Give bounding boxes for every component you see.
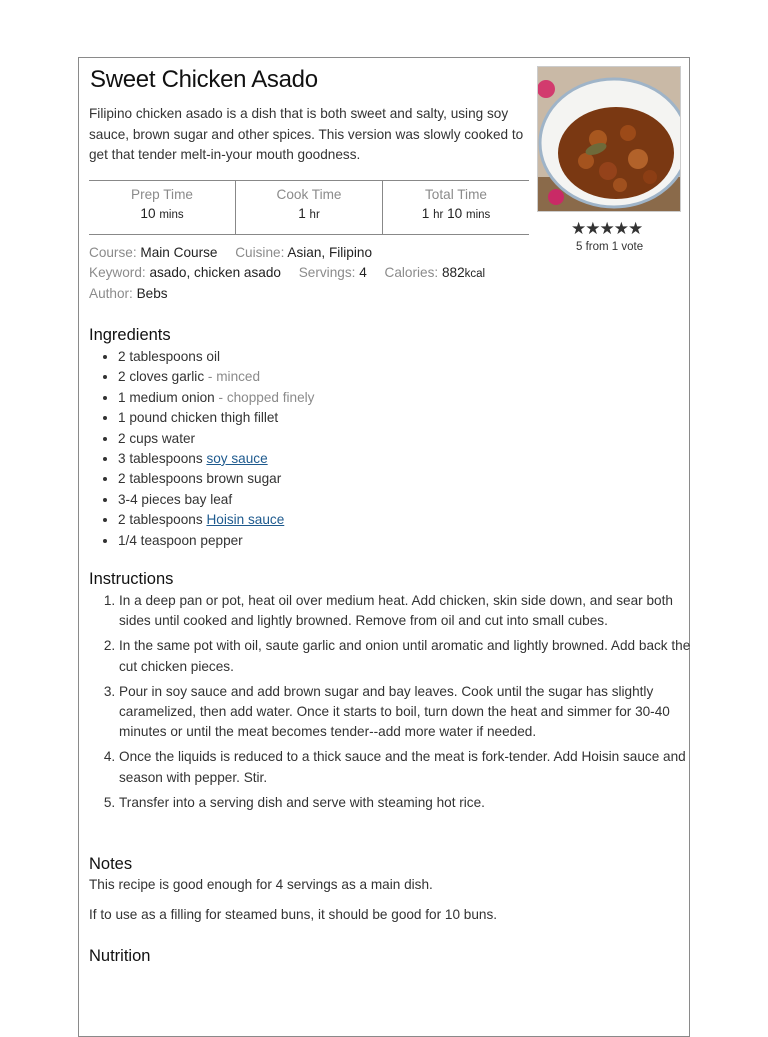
author-value: Bebs <box>136 286 168 301</box>
recipe-title: Sweet Chicken Asado <box>90 66 318 93</box>
recipe-summary: Filipino chicken asado is a dish that is both sweet and salty, using soy sauce, brown sugar and other spices. This version was slowly cooked to get that tender melt-in-your mouth goodness. <box>89 106 524 162</box>
instruction-step: 2. In the same pot with oil, saute garlic and onion until aromatic and lightly browned. Add back the cut chicken pieces. <box>119 636 697 677</box>
ingredient-item: • 2 cloves garlic - minced <box>118 367 314 387</box>
prep-time-value: 10 mins <box>140 206 184 221</box>
course-label: Course: <box>89 245 137 260</box>
notes-heading: Notes <box>89 855 133 873</box>
author-label: Author: <box>89 286 133 301</box>
ingredient-item: • 3 tablespoons soy sauce <box>118 449 314 469</box>
nutrition-heading: Nutrition <box>89 947 151 965</box>
cuisine-label: Cuisine: <box>235 245 285 260</box>
calories-value: 882 <box>441 265 465 280</box>
meta-line-3 <box>89 284 549 304</box>
ingredient-item: • 2 tablespoons brown sugar <box>118 469 314 489</box>
ingredient-item: • 2 cups water <box>118 429 314 449</box>
ingredients-list <box>101 347 314 551</box>
note-paragraph: This recipe is good enough for 4 servings as a main dish. <box>89 877 433 892</box>
soy-sauce-link[interactable]: soy sauce <box>206 450 268 466</box>
note-paragraph: If to use as a filling for steamed buns, it should be good for 10 buns. <box>89 907 498 922</box>
cook-time-label: Cook Time <box>276 187 342 202</box>
cook-time-value: 1 hr <box>298 206 320 221</box>
cook-time <box>235 181 382 234</box>
recipe-photo <box>537 66 681 212</box>
ingredient-item: • 1 pound chicken thigh fillet <box>118 408 314 428</box>
total-time <box>382 181 529 234</box>
rating-stars[interactable]: ★★★★★ <box>571 219 643 238</box>
instruction-step: 3. Pour in soy sauce and add brown sugar and bay leaves. Cook until the sugar has slightly caramelized, then add water. Once it starts to boil, turn down the heat and simmer for 30-40 minutes or until the meat becomes tender--add more water if needed. <box>119 682 697 743</box>
course-value: Main Course <box>140 245 218 260</box>
keyword-label: Keyword: <box>89 265 146 280</box>
meta-line-1 <box>89 243 549 263</box>
servings-value[interactable]: 4 <box>359 265 367 280</box>
meta-line-2 <box>89 263 549 284</box>
ingredient-item: • 2 tablespoons oil <box>118 347 314 367</box>
calories-label: Calories: <box>384 265 439 280</box>
hoisin-sauce-link[interactable]: Hoisin sauce <box>206 512 285 528</box>
instructions-heading: Instructions <box>89 570 174 588</box>
servings-label: Servings: <box>298 265 356 280</box>
ingredients-heading: Ingredients <box>89 326 171 344</box>
calories-unit: kcal <box>464 268 486 280</box>
ingredient-item: • 1/4 teaspoon pepper <box>118 531 314 551</box>
instruction-step: 5. Transfer into a serving dish and serve with steaming hot rice. <box>119 793 697 813</box>
total-time-value: 1 hr 10 mins <box>421 206 491 221</box>
ingredient-item: • 3-4 pieces bay leaf <box>118 490 314 510</box>
instruction-step: 1. In a deep pan or pot, heat oil over medium heat. Add chicken, skin side down, and sear both sides until cooked and lightly browned. Remove from oil and cut into small cubes. <box>119 591 697 632</box>
ingredient-item: • 1 medium onion - chopped finely <box>118 388 314 408</box>
total-time-label: Total Time <box>425 187 487 202</box>
recipe-times <box>89 180 529 235</box>
cuisine-value: Asian, Filipino <box>287 245 373 260</box>
ingredient-item: • 2 tablespoons Hoisin sauce <box>118 510 314 530</box>
rating-text: 5 from 1 vote <box>576 241 644 253</box>
instruction-step: 4. Once the liquids is reduced to a thick sauce and the meat is fork-tender. Add Hoisin sauce and season with pepper. Stir. <box>119 747 697 788</box>
prep-time-label: Prep Time <box>131 187 193 202</box>
keyword-value: asado, chicken asado <box>149 265 281 280</box>
prep-time <box>89 181 235 234</box>
instructions-list <box>101 591 697 818</box>
